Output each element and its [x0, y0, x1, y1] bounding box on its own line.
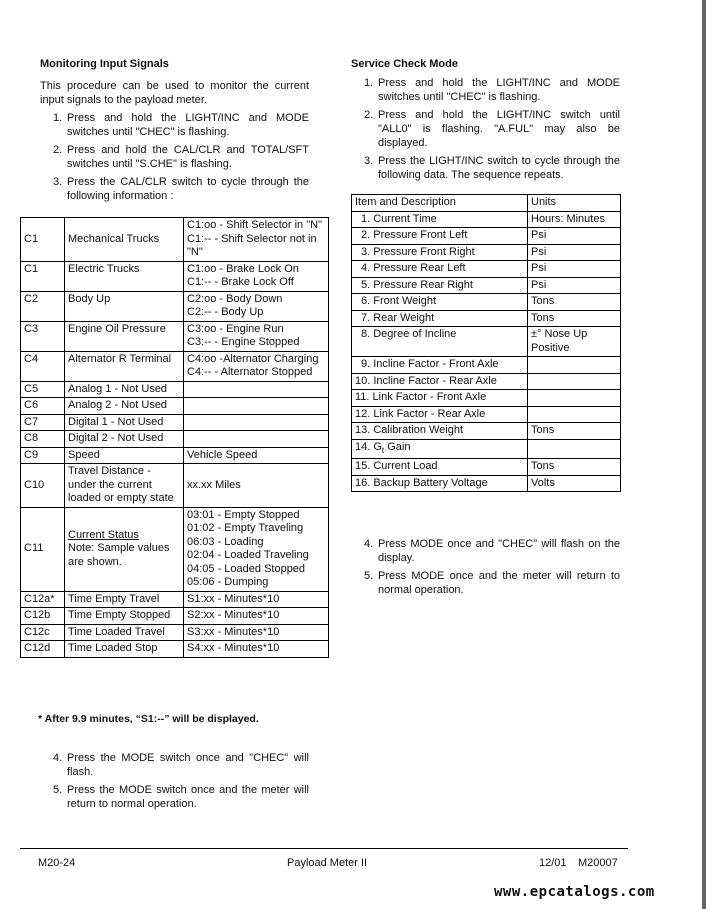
intro-paragraph: This procedure can be used to monitor the current input signals to the payload meter. — [40, 80, 309, 106]
footer-rule — [20, 848, 628, 849]
table-row: C10 Travel Distance - under the current loaded or empty state xx.xx Miles — [21, 464, 329, 508]
list-item: 4. Press the MODE switch once and "CHEC" will flash. — [53, 752, 309, 778]
footnote: * After 9.9 minutes, “S1:--” will be displayed. — [38, 713, 259, 725]
table-row: 7. Rear Weight Tons — [352, 310, 621, 327]
table-row: 13. Calibration Weight Tons — [352, 423, 621, 440]
table-row: C1 Electric Trucks C1:oo - Brake Lock On C1:-- - Brake Lock Off — [21, 261, 329, 291]
table-header-row: Item and Description Units — [352, 195, 621, 212]
table-row: 9. Incline Factor - Front Axle — [352, 357, 621, 374]
table-row: 5. Pressure Rear Right Psi — [352, 277, 621, 294]
table-row: C7 Digital 1 - Not Used — [21, 414, 329, 431]
table-row: C12b Time Empty Stopped S2:xx - Minutes*10 — [21, 608, 329, 625]
table-row: C12d Time Loaded Stop S4:xx - Minutes*10 — [21, 641, 329, 658]
table-row: C12a* Time Empty Travel S1:xx - Minutes*10 — [21, 591, 329, 608]
table-row: C5 Analog 1 - Not Used — [21, 381, 329, 398]
list-item: 3. Press the CAL/CLR switch to cycle through the following information : — [53, 176, 309, 202]
table-row: C3 Engine Oil Pressure C3:oo - Engine Run C3:-- - Engine Stopped — [21, 321, 329, 351]
service-steps-end — [364, 537, 620, 601]
table-row: 1. Current Time Hours: Minutes — [352, 211, 621, 228]
list-item: 4. Press MODE once and "CHEC" will flash on the display. — [364, 538, 620, 564]
footer-doc-code: M20007 — [578, 857, 618, 869]
list-item: 3. Press the LIGHT/INC switch to cycle through the following data. The sequence repeats. — [364, 155, 620, 181]
table-row: 15. Current Load Tons — [352, 459, 621, 476]
table-row: 10. Incline Factor - Rear Axle — [352, 373, 621, 390]
watermark-url: www.epcatalogs.com — [494, 884, 655, 900]
table-row: 3. Pressure Front Right Psi — [352, 244, 621, 261]
table-row: C4 Alternator R Terminal C4:oo -Alternator Charging C4:-- - Alternator Stopped — [21, 351, 329, 381]
input-signals-table — [20, 217, 329, 658]
table-row: C8 Digital 2 - Not Used — [21, 431, 329, 448]
section-heading-service: Service Check Mode — [351, 58, 458, 70]
list-item: 1. Press and hold the LIGHT/INC and MODE switches until "CHEC" is flashing. — [53, 112, 309, 138]
service-data-table — [351, 194, 621, 492]
table-row: C6 Analog 2 - Not Used — [21, 398, 329, 415]
table-row: 6. Front Weight Tons — [352, 294, 621, 311]
table-row: 2. Pressure Front Left Psi — [352, 228, 621, 245]
list-item: 5. Press the MODE switch once and the meter will return to normal operation. — [53, 784, 309, 810]
list-item: 1. Press and hold the LIGHT/INC and MODE switches until "CHEC" is flashing. — [364, 77, 620, 103]
table-row: 8. Degree of Incline ±° Nose Up Positive — [352, 327, 621, 357]
footer-page-number: M20-24 — [38, 857, 76, 869]
service-steps — [364, 76, 620, 186]
table-row: 4. Pressure Rear Left Psi — [352, 261, 621, 278]
page-edge — [702, 0, 706, 909]
table-row: C11 Current Status Note: Sample values are shown. 03:01 - Empty Stopped 01:02 - Empty Traveling 06:03 - Loading 02:04 - Loaded Traveling 04:05 - Loaded Stopped 05:06 - Dumping — [21, 507, 329, 591]
footer-title: Payload Meter II — [287, 857, 368, 869]
table-row: 14. $G_t$ Gain — [352, 439, 621, 459]
table-row: 12. Link Factor - Rear Axle — [352, 406, 621, 423]
list-item: 2. Press and hold the CAL/CLR and TOTAL/SFT switches until "S.CHE" is flashing. — [53, 144, 309, 170]
list-item: 2. Press and hold the LIGHT/INC switch until "ALL0" is flashing. "A.FUL" may also be displayed. — [364, 109, 620, 149]
footer-date: 12/01 — [539, 857, 567, 869]
list-item: 5. Press MODE once and the meter will return to normal operation. — [364, 570, 620, 596]
table-row: C12c Time Loaded Travel S3:xx - Minutes*10 — [21, 624, 329, 641]
table-row: C1 Mechanical Trucks C1:oo - Shift Selector in "N" C1:-- - Shift Selector not in "N" — [21, 218, 329, 262]
table-row: 16. Backup Battery Voltage Volts — [352, 475, 621, 492]
monitoring-steps — [53, 111, 309, 207]
section-heading-monitoring: Monitoring Input Signals — [40, 58, 169, 70]
table-row: 11. Link Factor - Front Axle — [352, 390, 621, 407]
table-row: C2 Body Up C2:oo - Body Down C2:-- - Body Up — [21, 291, 329, 321]
table-row: C9 Speed Vehicle Speed — [21, 447, 329, 464]
monitoring-steps-end — [53, 751, 309, 815]
